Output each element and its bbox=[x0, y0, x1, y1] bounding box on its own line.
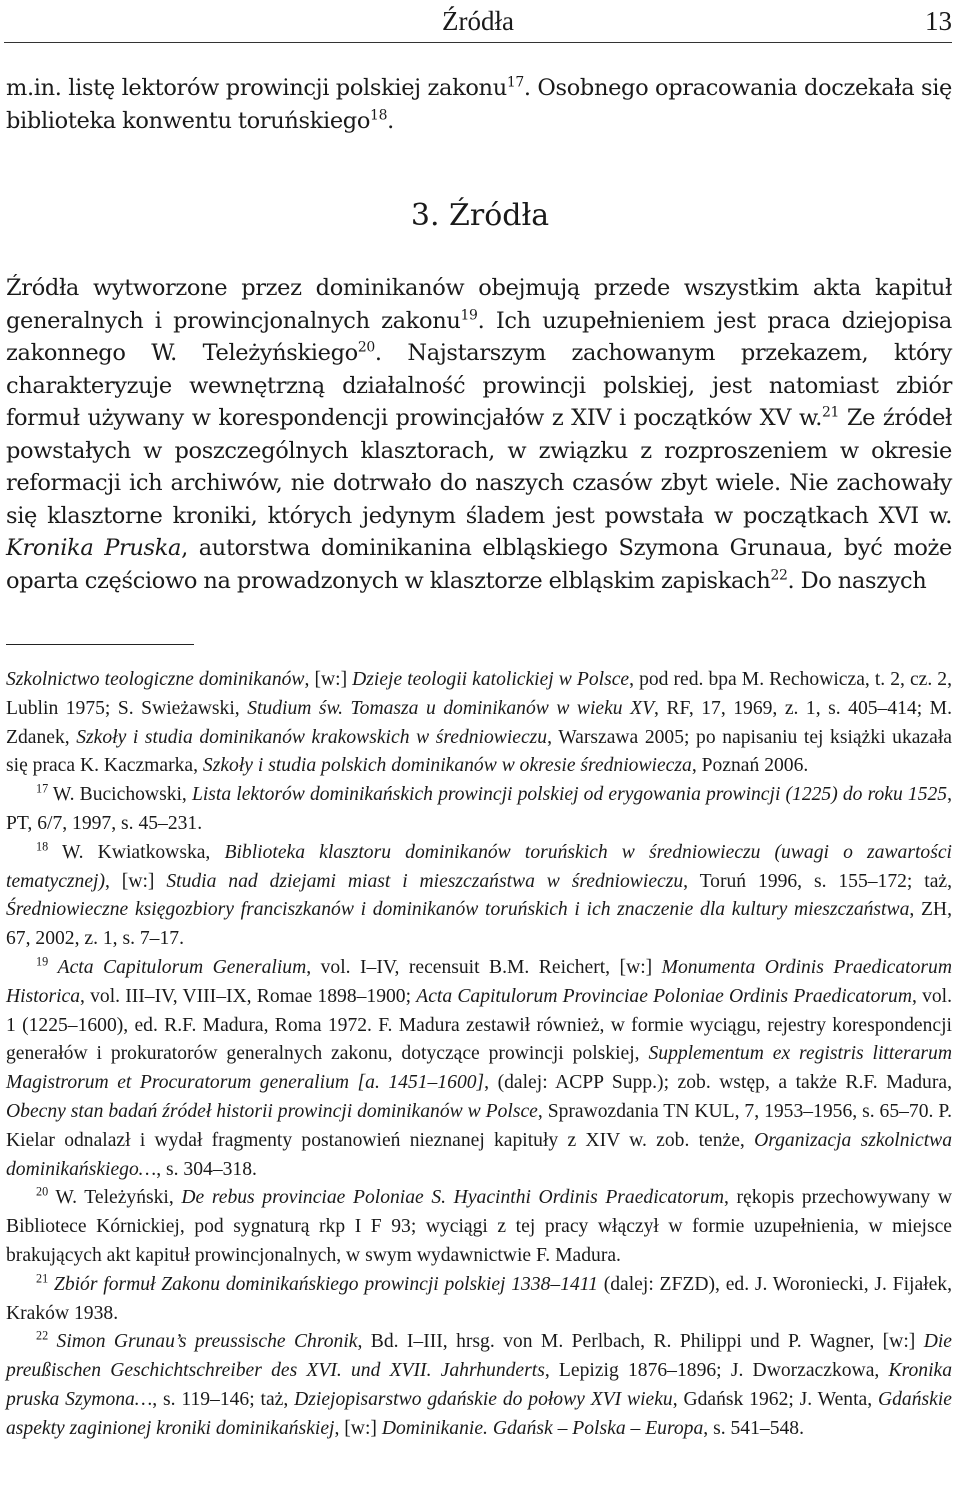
footnote-21: $^{21}$ Zbiór formuł Zakonu dominikańskiego prowincji polskiej 1338–1411 (dalej: ZFZD), ed. J. Woroniecki, J. Fijałek, Kraków 1938. bbox=[6, 1271, 952, 1324]
footnote-22: $^{22}$ Simon Grunau’s preussische Chronik, Bd. I–III, hrsg. von M. Perlbach, R. Philippi und P. Wagner, [w:] Die preußischen Geschichtschreiber des XVI. und XVII. Jahrhunderts, Lepizig 1876–1896; J. Dworzaczkowa, Kronika pruska Szymona…, s. 119–146; taż, Dziejopisarstwo gdańskie do połowy XVI wieku, Gdańsk 1962; J. Wenta, Gdańskie aspekty zaginionej kroniki dominikańskiej, [w:] Dominikanie. Gdańsk – Polska – Europa, s. 541–548. bbox=[6, 1328, 953, 1439]
footnote-number: 22 bbox=[36, 1328, 49, 1343]
footnote-number: 20 bbox=[36, 1184, 49, 1199]
header-rule bbox=[4, 42, 952, 43]
footnote-number: 19 bbox=[36, 954, 49, 969]
footnote-ref-17: 17 bbox=[506, 74, 524, 91]
footnote-16-continued: Szkolnictwo teologiczne dominikanów, [w:] Dzieje teologii katolickiej w Polsce, pod red. bpa M. Rechowicza, t. 2, cz. 2, Lublin 1975; S. Swieżawski, Studium św. Tomasza u dominikanów w wieku XV, RF, 17, 1969, z. 1, s. 405–414; M. Zdanek, Szkoły i studia dominikanów krakowskich w średniowieczu, Warszawa 2005; po napisaniu tej książki ukazała się praca K. Kaczmarka, Szkoły i studia polskich dominikanów w okresie średniowiecza, Poznań 2006. bbox=[6, 669, 952, 777]
footnote-ref-19: 19 bbox=[460, 307, 478, 323]
footnote-19: $^{19}$ Acta Capitulorum Generalium, vol. I–IV, recensuit B.M. Reichert, [w:] Monumenta Ordinis Praedicatorum Historica, vol. III–IV, VIII–IX, Romae 1898–1900; Acta Capitulorum Provinciae Poloniae Ordinis Praedicatorum, vol. 1 (1225–1600), ed. R.F. Madura, Roma 1972. F. Madura zestawił również, w formie wyciągu, rejestry korespondencji generałów i prokuratorów generalnych zakonu, dotyczące prowincji polskiej, Supplementum ex registris litterarum Magistrorum et Procuratorum generalium [a. 1451–1600], (dalej: ACPP Supp.); zob. wstęp, a także R.F. Madura, Obecny stan badań źródeł historii prowincji dominikanów w Polsce, Sprawozdania TN KUL, 7, 1953–1956, s. 65–70. P. Kielar odnalazł i wydał fragmenty postanowień nieznanej kapituły z XIV w. zob. tenże, Organizacja szkolnictwa dominikańskiego…, s. 304–318. bbox=[6, 954, 953, 1180]
footnote-rule bbox=[6, 644, 194, 645]
page-number: 13 bbox=[925, 6, 952, 36]
footnote-ref-18: 18 bbox=[370, 107, 388, 123]
footnote-number: 18 bbox=[36, 839, 49, 854]
running-header bbox=[4, 6, 952, 38]
footnote-number: 21 bbox=[36, 1271, 49, 1286]
intro-paragraph: m.in. listę lektorów prowincji polskiej zakonu$^{17}$. Osobnego opracowania doczekała się biblioteka konwentu toruńskiego$^{18}$. bbox=[6, 74, 952, 134]
section-heading: 3. Źródła bbox=[410, 198, 550, 233]
footnote-ref-21: 21 bbox=[822, 404, 840, 421]
footnote-ref-20: 20 bbox=[357, 339, 375, 356]
footnote-17: $^{17}$ W. Bucichowski, Lista lektorów dominikańskich prowincji polskiej od erygowania prowincji (1225) do roku 1525, PT, 6/7, 1997, s. 45–231. bbox=[6, 781, 952, 834]
footnote-number: 17 bbox=[36, 781, 49, 796]
footnotes bbox=[6, 666, 952, 1444]
running-title: Źródła bbox=[442, 6, 514, 36]
footnote-18: $^{18}$ W. Kwiatkowska, Biblioteka klasztoru dominikanów toruńskich w średniowieczu (uwagi o zawartości tematycznej), [w:] Studia nad dziejami miast i mieszczaństwa w średniowieczu, Toruń 1996, s. 155–172; taż, Średniowieczne księgozbiory franciszkanów i dominikanów toruńskich i ich znaczenie dla kultury mieszczaństwa, ZH, 67, 2002, z. 1, s. 7–17. bbox=[6, 839, 952, 950]
main-paragraph: Źródła wytworzone przez dominikanów obejmują przede wszystkim akta kapituł generalnych i prowincjonalnych zakonu$^{19}$. Ich uzupełnieniem jest praca dziejopisa zakonnego W. Teleżyńskiego$^{20}$. Najstarszym zachowanym przekazem, który charakteryzuje wewnętrzną działalność prowincji polskiej, jest natomiast zbiór formuł używany w korespondencji prowincjałów z XIV i początków XV w.$^{21}$ Ze źródeł powstałych w poszczególnych klasztorach, w związku z rozproszeniem w okresie reformacji ich archiwów, nie dotrwało do naszych czasów zbyt wiele. Nie zachowały się klasztorne kroniki, których jedynym śladem jest powstała w początkach XVI w. Kronika Pruska, autorstwa dominikanina elbląskiego Szymona Grunaua, być może oparta częściowo na prowadzonych w klasztorze elbląskim zapiskach$^{22}$. Do naszych bbox=[6, 275, 952, 594]
footnote-ref-22: 22 bbox=[770, 567, 788, 583]
footnote-20: $^{20}$ W. Teleżyński, De rebus provinciae Poloniae S. Hyacinthi Ordinis Praedicatorum, rękopis przechowywany w Bibliotece Kórnickiej, pod sygnaturą rkp I F 93; wyciągi z tej pracy włączył w formie uzupełnienia, w miejsce brakujących akt kapituł prowincjonalnych, w swym wydawnictwie F. Madura. bbox=[6, 1184, 952, 1266]
